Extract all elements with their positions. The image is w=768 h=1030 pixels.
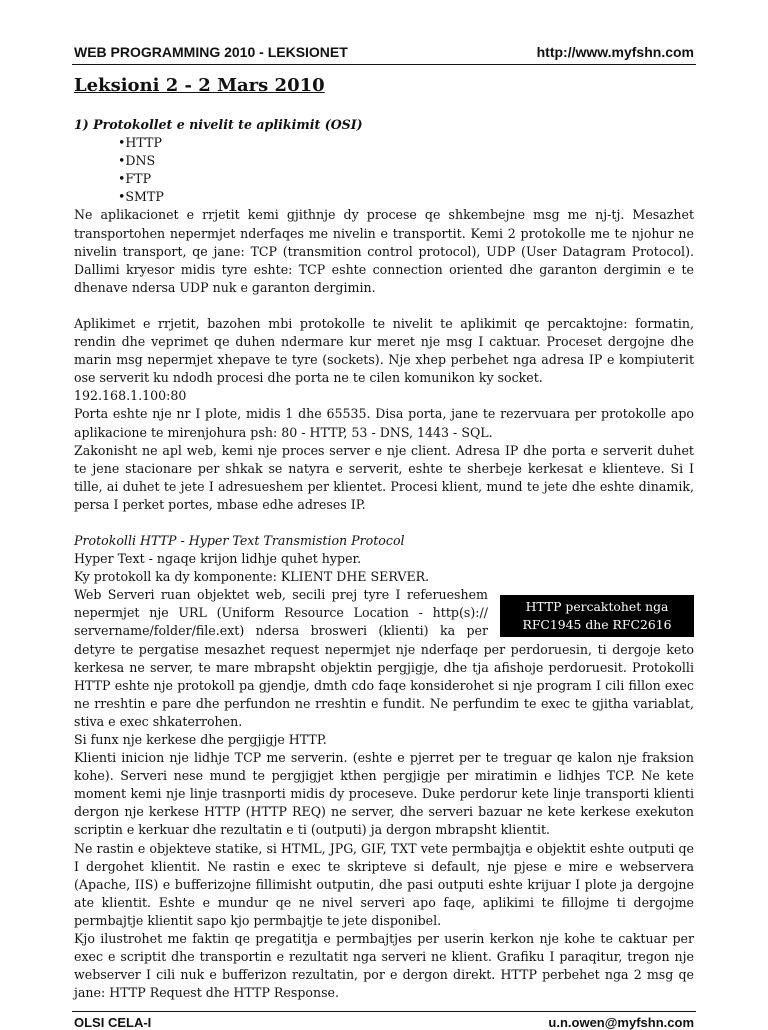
- callout-box: HTTP percaktohet nga RFC1945 dhe RFC2616: [500, 595, 694, 637]
- paragraph: Kjo ilustrohet me faktin qe pregatitja e permbajtjes per userin kerkon nje kohe te caktuar per exec e scriptit dhe transportin e rezultatit nga serveri ne klient. Grafiku I paraqitur, tregon nje webserver I cili nuk e bufferizon rezultatin, por e dergon direkt. HTTP perbehet nga 2 msg qe jane: HTTP Request dhe HTTP Response.: [74, 931, 694, 1001]
- header-url[interactable]: http://www.myfshn.com: [536, 44, 694, 60]
- paragraph: Hyper Text - ngaqe krijon lidhje quhet hyper.: [74, 551, 362, 567]
- spacer: [74, 514, 694, 532]
- list-item: •HTTP: [118, 135, 162, 151]
- page-header: [72, 44, 696, 65]
- spacer: [74, 297, 694, 315]
- protocol-list: [74, 134, 694, 206]
- list-item: •DNS: [118, 153, 156, 169]
- paragraph: Web Serveri ruan objektet web, secili prej tyre I referueshem nepermjet nje URL (Uniform Resource Location - http(s):// servername/folder/file.ext) ndersa brosweri (klienti) ka per detyre te pergatise mesazhet request nepermjet nje nderfaqe per perdoruesin, ti dergoje keto kerkesa ne server, te mare mbrapsht objektin pergjigje, dhe tja afishoje perdoruesit. Protokolli HTTP eshte nje protokoll pa gjendje, dmth cdo faqe konsiderohet si nje program I cili fillon exec ne rreshtin e pare dhe perfundon ne rreshtin e fundit. Ne perfundim te exec te gjitha variablat, stiva e exec shkaterrohen.: [74, 587, 694, 729]
- page-title: Leksioni 2 - 2 Mars 2010: [74, 75, 325, 96]
- document-body: [74, 116, 694, 1002]
- paragraph: Ne rastin e objekteve statike, si HTML, JPG, GIF, TXT vete permbajtja e objektit eshte outputi qe I dergohet klientit. Ne rastin e exec te skripteve si default, nje pjese e mire e webservera (Apache, IIS) e bufferizojne fillimisht outputin, dhe pasi outputi eshte krijuar I plote ja dergojne ate klientit. Eshte e mundur qe ne nivel serveri apo faqe, aplikimi te fillojme ti dergojme permbajtje klientit sapo kjo permbajtje te jete disponibel.: [74, 840, 694, 928]
- header-title: WEB PROGRAMMING 2010 - LEKSIONET: [74, 44, 348, 60]
- page-footer: [72, 1011, 696, 1030]
- section-heading-1: 1) Protokollet e nivelit te aplikimit (OSI): [74, 117, 363, 132]
- footer-email[interactable]: u.n.owen@myfshn.com: [548, 1015, 694, 1030]
- paragraph: Aplikimet e rrjetit, bazohen mbi protokolle te nivelit te aplikimit qe percaktojne: formatin, rendin dhe veprimet qe duhen ndermare kur meret nje msg I caktuar. Proceset dergojne dhe marin msg nepermjet xhepave te tyre (sockets). Nje xhep perbehet nga adresa IP e kompiuterit ose serverit ku ndodh procesi dhe porta ne te cilen komunikon ky socket.: [74, 315, 694, 386]
- paragraph: Klienti inicion nje lidhje TCP me serverin. (eshte e pjerret per te treguar qe kalon nje fraksion kohe). Serveri nese mund te pergjigjet kthen pergjigje per miratimin e lidhjes TCP. Ne kete moment kemi nje linje trasnporti midis dy proceseve. Duke perdorur kete linje transporti klienti dergon nje kerkese HTTP (HTTP REQ) ne server, dhe serveri bazuar ne kete kerkese exekuton scriptin e kerkuar dhe rezultatin e ti (outputi) ja dergon mbrapsht klientit.: [74, 750, 694, 838]
- paragraph: 192.168.1.100:80: [74, 388, 187, 404]
- list-item: •SMTP: [118, 189, 164, 205]
- list-item: •FTP: [118, 171, 152, 187]
- paragraph: Si funx nje kerkese dhe pergjigje HTTP.: [74, 732, 327, 747]
- footer-author: OLSI CELA-I: [74, 1015, 152, 1030]
- paragraph: Porta eshte nje nr I plote, midis 1 dhe 65535. Disa porta, jane te rezervuara per protokolle apo aplikacione te mirenjohura psh: 80 - HTTP, 53 - DNS, 1443 - SQL.: [74, 406, 694, 440]
- section-heading-2: Protokolli HTTP - Hyper Text Transmistion Protocol: [74, 532, 405, 548]
- paragraph: Ne aplikacionet e rrjetit kemi gjithnje dy procese qe shkembejne msg me nj-tj. Mesazhet transportohen nepermjet nderfaqes me nivelin e transportit. Kemi 2 protokolle me te njohur ne nivelin transport, qe jane: TCP (transmition control protocol), UDP (User Datagram Protocol). Dallimi kryesor midis tyre eshte: TCP eshte connection oriented dhe garanton dergimin e te dhenave ndersa UDP nuk e garanton dergimin.: [74, 207, 694, 295]
- paragraph: Ky protokoll ka dy komponente: KLIENT DHE SERVER.: [74, 569, 430, 585]
- paragraph: Zakonisht ne apl web, kemi nje proces server e nje client. Adresa IP dhe porta e serverit duhet te jene stacionare per shkak se natyra e serverit, eshte te sherbeje kerkesat e klienteve. Si I tille, ai duhet te jete I adresueshem per klientet. Procesi klient, mund te jete dhe eshte dinamik, persa I perket portes, mbase edhe adreses IP.: [74, 442, 694, 512]
